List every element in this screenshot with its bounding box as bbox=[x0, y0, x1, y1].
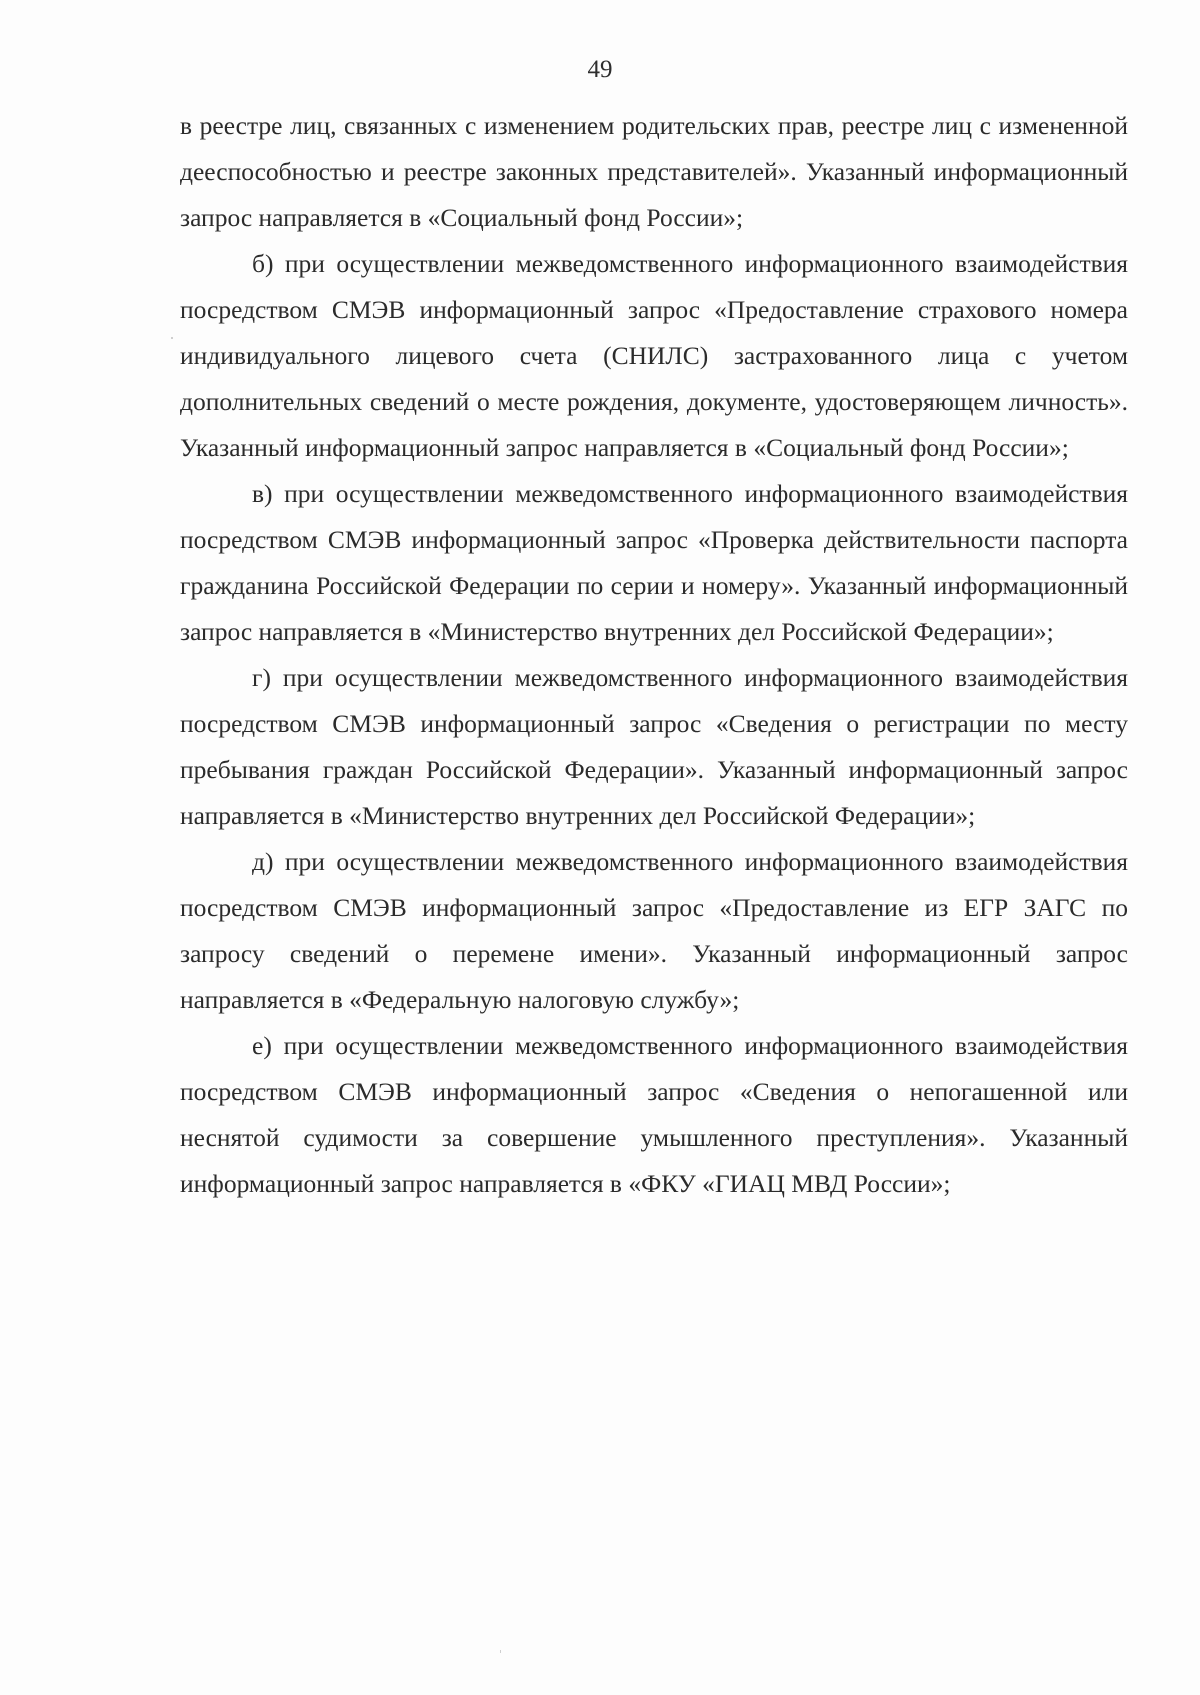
paragraph-item-e: е) при осуществлении межведомственного информационного взаимодействия посредством СМЭВ информационный запрос «Сведения о непогашенной или неснятой судимости за совершение умышленного преступления». Указанный информационный запрос направляется в «ФКУ «ГИАЦ МВД России»; bbox=[180, 1031, 1128, 1198]
scan-artifact bbox=[500, 1650, 501, 1653]
scan-artifact bbox=[171, 337, 173, 339]
page-number: 49 bbox=[587, 56, 613, 83]
paragraph-item-d: д) при осуществлении межведомственного информационного взаимодействия посредством СМЭВ информационный запрос «Предоставление из ЕГР ЗАГС по запросу сведений о перемене имени». Указанный информационный запрос направляется в «Федеральную налоговую службу»; bbox=[180, 847, 1128, 1014]
document-body bbox=[180, 103, 1128, 1207]
paragraph-item-b: б) при осуществлении межведомственного информационного взаимодействия посредством СМЭВ информационный запрос «Предоставление страхового номера индивидуального лицевого счета (СНИЛС) застрахованного лица с учетом дополнительных сведений о месте рождения, документе, удостоверяющем личность». Указанный информационный запрос направляется в «Социальный фонд России»; bbox=[180, 249, 1128, 462]
paragraph-item-g: г) при осуществлении межведомственного информационного взаимодействия посредством СМЭВ информационный запрос «Сведения о регистрации по месту пребывания граждан Российской Федерации». Указанный информационный запрос направляется в «Министерство внутренних дел Российской Федерации»; bbox=[180, 663, 1128, 830]
paragraph-continuation: в реестре лиц, связанных с изменением родительских прав, реестре лиц с измененной дееспособностью и реестре законных представителей». Указанный информационный запрос направляется в «Социальный фонд России»; bbox=[180, 111, 1128, 232]
paragraph-item-v: в) при осуществлении межведомственного информационного взаимодействия посредством СМЭВ информационный запрос «Проверка действительности паспорта гражданина Российской Федерации по серии и номеру». Указанный информационный запрос направляется в «Министерство внутренних дел Российской Федерации»; bbox=[180, 479, 1128, 646]
